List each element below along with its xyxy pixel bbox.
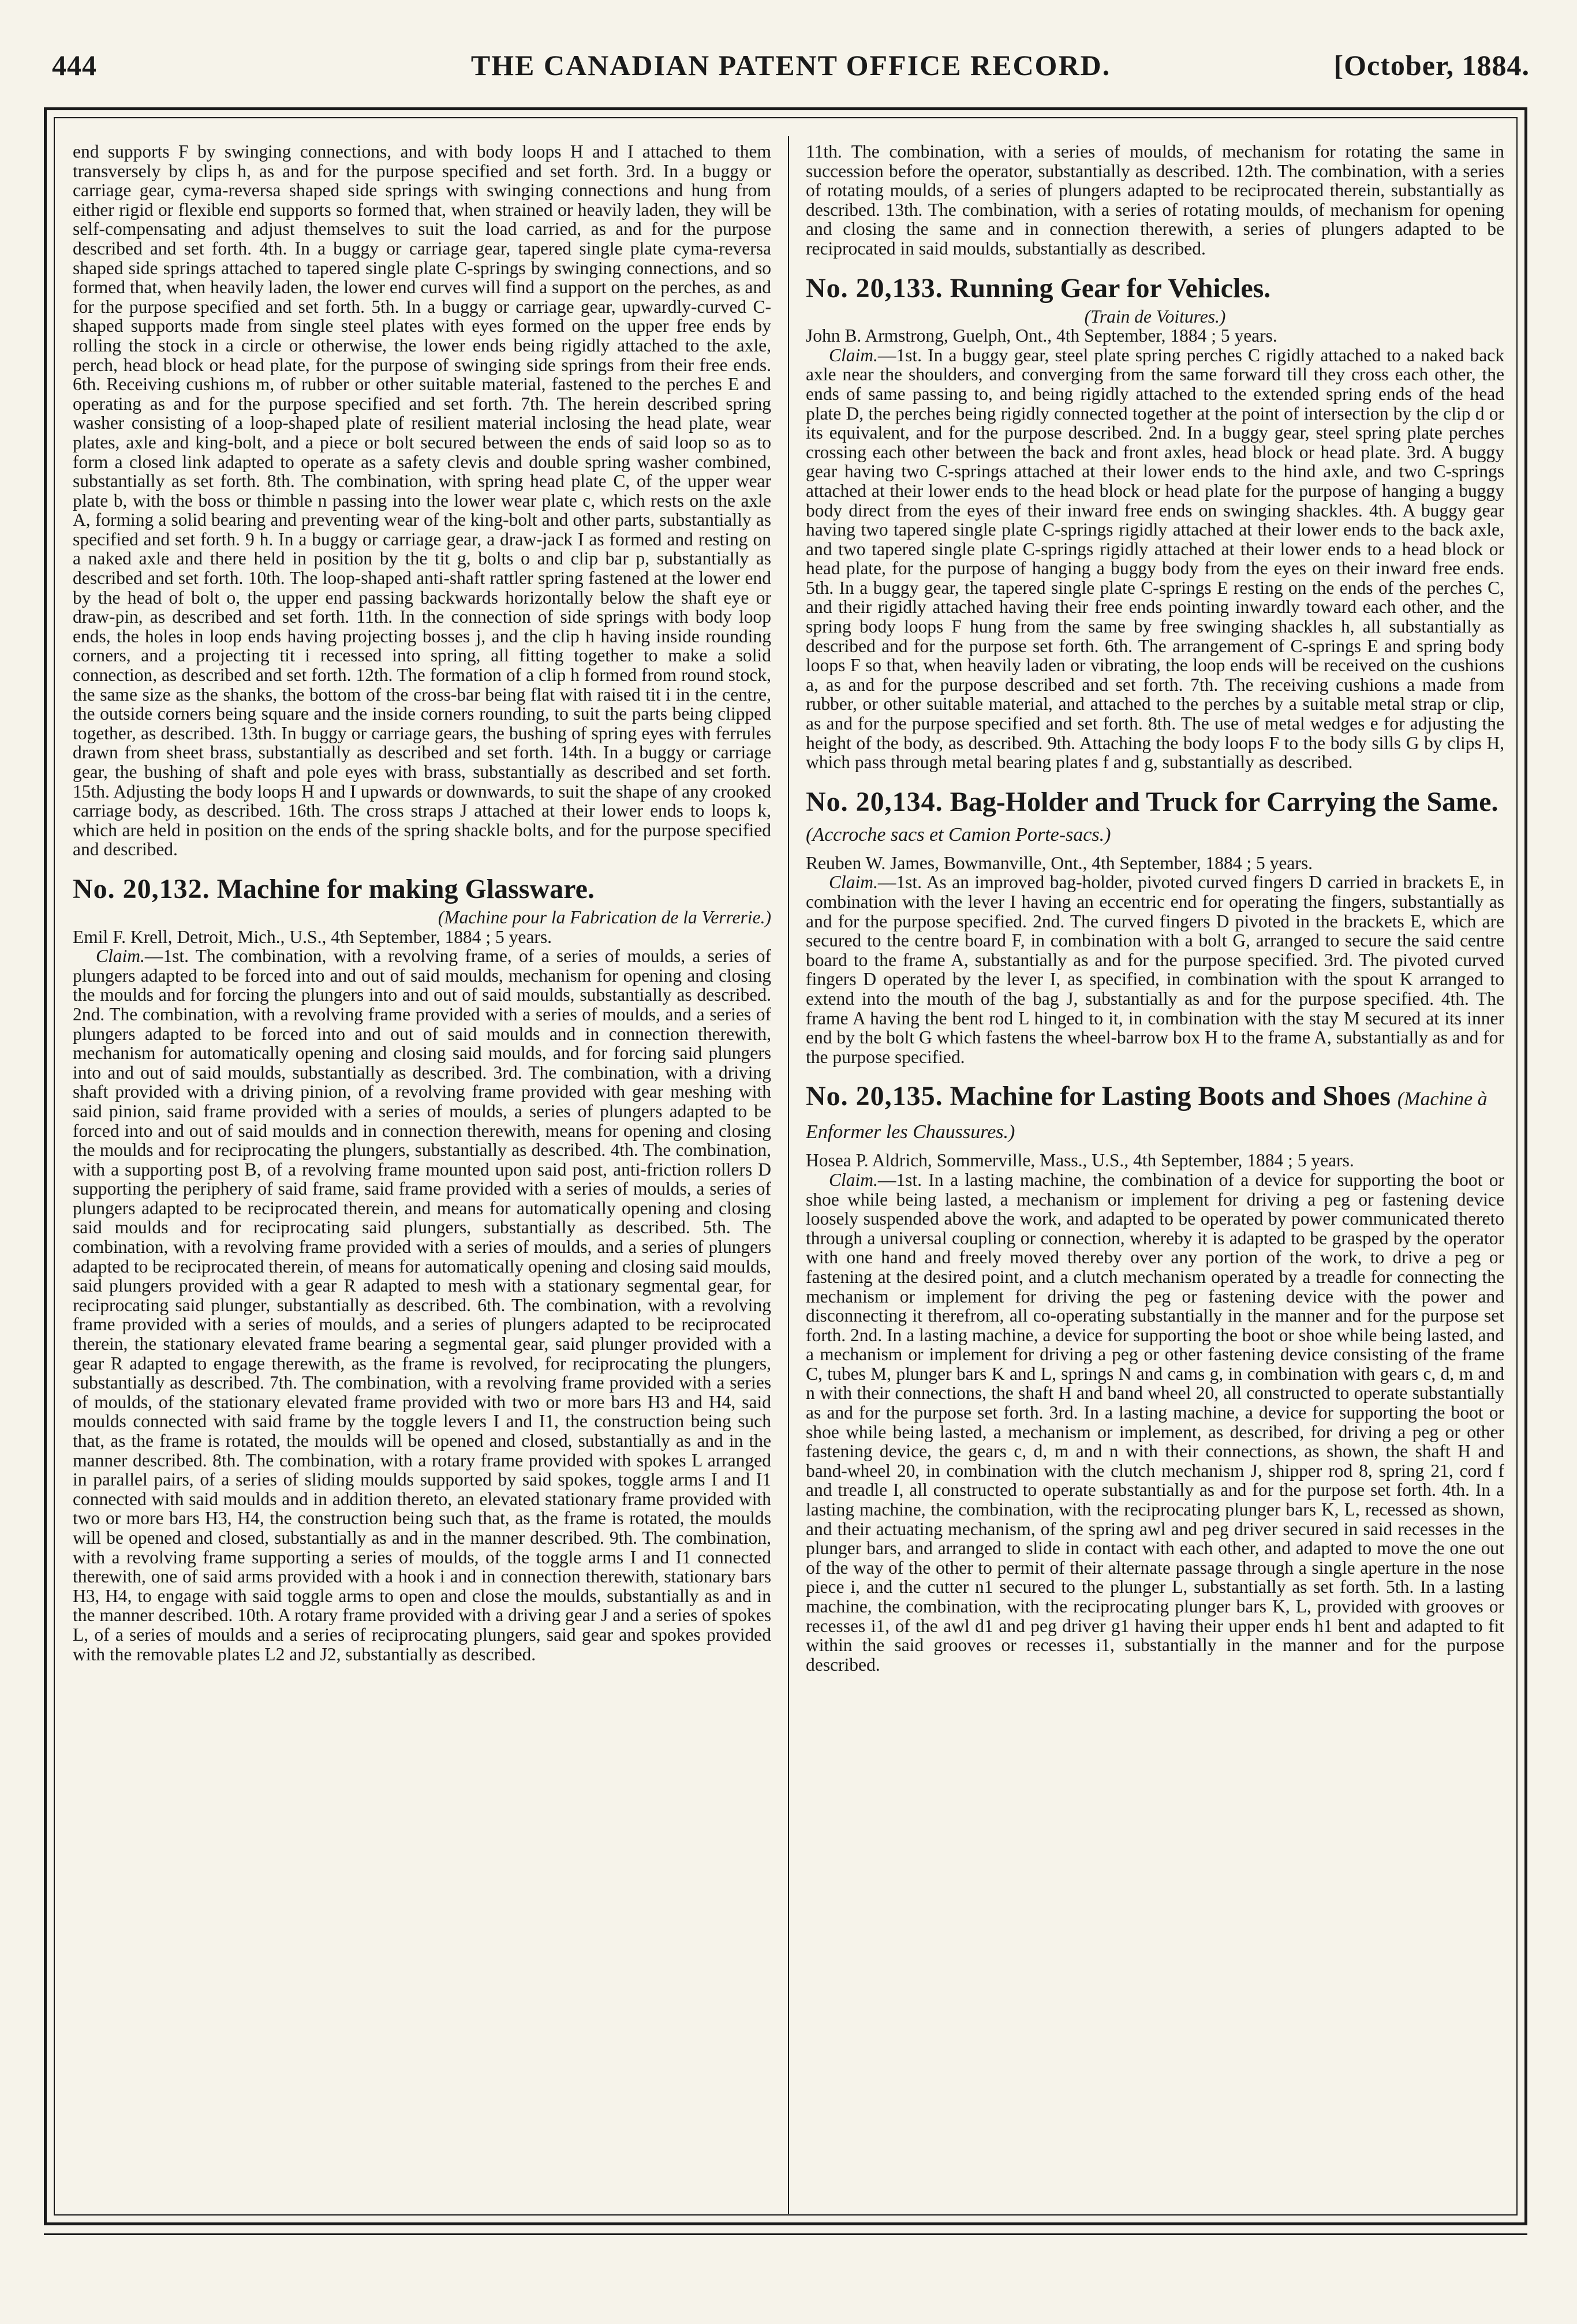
issue-date: [October, 1884. [1333, 49, 1530, 81]
patent-title: Machine for making Glassware. [216, 873, 595, 904]
claim-body: —1st. In a buggy gear, steel plate spring perches C rigidly attached to a naked back axle near the shoulders, and converging from the same forward till they cross each other, the ends of same passing to, and being rigidly attached to the extended spring ends of the head plate D, the perches being rigidly connected together at the point of intersection by the clip d or its equivalent, and for the purpose described. 2nd. In a buggy gear, steel spring plate perches crossing each other between the back and front axles, head block or head plate. 3rd. A buggy gear having two C-springs attached at their lower ends to the hind axle, and two C-springs attached at their lower ends to the head block or head plate for the purpose of hanging a buggy body direct from the eyes of their inward free ends on swinging shackles. 4th. A buggy gear having two tapered single plate C-springs rigidly attached at their lower ends to the back axle, and two tapered single plate C-springs rigidly attached at their lower ends to a head block or head plate, for the purpose of hanging a buggy body from the eyes on their inward free ends. 5th. In a buggy gear, the tapered single plate C-springs E resting on the ends of the perches C, and their rigidly attached having their free ends pointing inwardly toward each other, and the spring body loops F hung from the same by free swinging shackles h, all substantially as described and for the purpose set forth. 6th. The arrangement of C-springs E and spring body loops F so that, when heavily laden or vibrating, the loop ends will be received on the cushions a, as and for the purpose described and set forth. 7th. The receiving cushions a made from rubber, or other suitable material, and attached to the perches by a suitable metal strap or clip, as and for the purpose specified and set forth. 8th. The use of metal wedges e for adjusting the height of the body, as described. 9th. Attaching the body loops F to the body sills G by clips H, which pass through metal bearing plates f and g, substantially as described. [806, 345, 1504, 773]
claim-body: —1st. As an improved bag-holder, pivoted curved fingers D carried in brackets E, in combination with the lever I having an eccentric end for operating the fingers, substantially as and for the purpose specified. 2nd. The curved fingers D pivoted in the brackets E, which are secured to the centre board F, in combination with a bolt G, arranged to secure the said centre board to the frame A, substantially as and for the purpose specified. 3rd. The pivoted curved fingers D operated by the lever I, as specified, in combination with the spout K arranged to extend into the mouth of the bag J, substantially as and for the purpose specified. 4th. The frame A having the bent rod L hinged to it, in combination with the stay M secured at its inner end by the bolt G which fastens the wheel-barrow box H to the frame A, substantially as and for the purpose specified. [806, 872, 1504, 1067]
claim-label: Claim. [829, 872, 878, 893]
patent-title: Bag-Holder and Truck for Carrying the Same. [950, 786, 1498, 817]
patent-entry-20135 [806, 1081, 1504, 1674]
patent-entry-20132 [73, 874, 771, 1664]
entry-heading [806, 274, 1504, 304]
page-number: 444 [52, 49, 97, 81]
inventor-line: Reuben W. James, Bowmanville, Ont., 4th September, 1884 ; 5 years. [806, 852, 1313, 873]
inventor-line: John B. Armstrong, Guelph, Ont., 4th September, 1884 ; 5 years. [806, 325, 1277, 346]
claims-paragraph [806, 873, 1504, 1066]
continued-claims: 11th. The combination, with a series of moulds, of mechanism for rotating the same in succession before the operator, substantially as described. 12th. The combination, with a series of rotating moulds, of a series of plungers adapted to be reciprocated therein, substantially as described. 13th. The combination, with a series of rotating moulds, of mechanism for opening and closing the same and in connection therewith, a series of plungers adapted to be reciprocated in said moulds, substantially as described. [806, 142, 1504, 259]
claim-label: Claim. [96, 946, 145, 967]
patent-entry-20133 [806, 274, 1504, 772]
claims-paragraph [73, 946, 771, 1664]
entry-heading [806, 1081, 1504, 1147]
continued-claims: end supports F by swinging connections, and with body loops H and I attached to them transversely by clips h, as and for the purpose specified and set forth. 3rd. In a buggy or carriage gear, cyma-reversa shaped side springs with swinging connections and hung from either rigid or flexible end supports so formed that, when strained or heavily laden, they will be self-compensating and adjust themselves to suit the load carried, as and for the purpose described and set forth. 4th. In a buggy or carriage gear, tapered single plate cyma-reversa shaped side springs attached to tapered single plate C-springs by swinging connections, and so formed that, when heavily laden, the lower end curves will find a support on the perches, as and for the purpose specified and set forth. 5th. In a buggy or carriage gear, upwardly-curved C-shaped supports made from single steel plates with eyes formed on the upper free ends by rolling the stock in a circle or otherwise, the lower ends being rigidly attached to the axle, perch, head block or head plate, for the purpose of swinging side springs from their free ends. 6th. Receiving cushions m, of rubber or other suitable material, fastened to the perches E and operating as and for the purpose specified and set forth. 7th. The herein described spring washer consisting of a loop-shaped plate of resilient material inclosing the head plate, wear plates, axle and king-bolt, and a piece or bolt secured between the ends of said loop so as to form a closed link adapted to operate as a safety clevis and double spring washer combined, substantially as set forth. 8th. The combination, with spring head plate C, of the upper wear plate b, with the boss or thimble n passing into the lower wear plate c, which rests on the axle A, forming a solid bearing and preventing wear of the king-bolt and other parts, substantially as specified and set forth. 9 h. In a buggy or carriage gear, a draw-jack I as formed and resting on a naked axle and there held in position by the tit g, bolts o and clip bar p, substantially as described and set forth. 10th. The loop-shaped anti-shaft rattler spring fastened at the lower end by the head of bolt o, the upper end passing backwards horizontally below the shaft eye or draw-pin, as described and set forth. 11th. In the connection of side springs with body loop ends, the holes in loop ends having projecting bosses j, and the clip h having inside rounding corners, and a projecting tit i recessed into spring, all fitting together to make a solid connection, as described and set forth. 12th. The formation of a clip h formed from round stock, the same size as the shanks, the bottom of the cross-bar being flat with raised tit i in the centre, the outside corners being square and the inside corners rounding, to suit the parts being clipped together, as described. 13th. In buggy or carriage gears, the bushing of spring eyes with ferrules drawn from sheet brass, substantially as described and set forth. 14th. In a buggy or carriage gear, the bushing of shaft and pole eyes with brass, substantially as described and set forth. 15th. Adjusting the body loops H and I upwards or downwards, to suit the shape of any crooked carriage body, as described. 16th. The cross straps J attached at their lower ends to loops k, which are held in position on the ends of the spring shackle bolts, and for the purpose specified and described. [73, 142, 771, 860]
patent-title: Running Gear for Vehicles. [950, 272, 1271, 304]
french-title: (Machine pour la Fabrication de la Verrerie.) [438, 907, 771, 927]
right-column [806, 142, 1504, 2208]
claim-label: Claim. [829, 345, 878, 365]
patent-entry-20134 [806, 787, 1504, 1067]
publication-title: THE CANADIAN PATENT OFFICE RECORD. [470, 49, 1111, 81]
claims-paragraph [806, 346, 1504, 772]
patent-number: No. 20,133. [806, 272, 943, 304]
french-title: (Accroche sacs et Camion Porte-sacs.) [806, 824, 1111, 845]
claims-paragraph [806, 1170, 1504, 1674]
patent-number: No. 20,134. [806, 786, 943, 817]
french-title: (Machine à Enformer les Chaussures.) [806, 1088, 1488, 1143]
entry-heading [806, 787, 1504, 850]
inventor-line: Hosea P. Aldrich, Sommerville, Mass., U.S., 4th September, 1884 ; 5 years. [806, 1150, 1354, 1171]
patent-number: No. 20,135. [806, 1081, 943, 1112]
entry-heading [73, 874, 771, 904]
column-divider [788, 136, 789, 2214]
bottom-rule [44, 2233, 1527, 2235]
patent-title: Machine for Lasting Boots and Shoes [950, 1081, 1391, 1112]
claim-body: —1st. The combination, with a revolving frame, of a series of moulds, a series of plungers adapted to be forced into and out of said moulds, mechanism for opening and closing the moulds and for forcing the plungers into and out of said moulds, substantially as described. 2nd. The combination, with a revolving frame provided with a series of moulds, and a series of plungers adapted to be forced into and out of said moulds and in connection therewith, mechanism for automatically opening and closing said moulds, and for forcing said plungers into and out of said moulds, substantially as described. 3rd. The combination, with a driving shaft provided with a driving pinion, of a revolving frame provided with gear meshing with said pinion, said frame provided with a series of moulds, a series of plungers adapted to be forced into and out of said moulds and in connection therewith, means for opening and closing the moulds and for reciprocating the plungers, substantially as described. 4th. The combination, with a supporting post B, of a revolving frame mounted upon said post, anti-friction rollers D supporting the periphery of said frame, said frame provided with a series of moulds, a series of plungers adapted to be reciprocated therein, and means for automatically opening and closing said moulds and for reciprocating said plungers, substantially as described. 5th. The combination, with a revolving frame provided with a series of moulds, and a series of plungers adapted to be reciprocated therein, of means for automatically opening and closing said moulds, said plungers provided with a gear R adapted to mesh with a stationary segmental gear, for reciprocating said plunger, substantially as described. 6th. The combination, with a revolving frame provided with a series of moulds, and a series of plungers adapted to be reciprocated therein, the stationary elevated frame bearing a segmental gear, said plunger provided with a gear R adapted to engage therewith, as the frame is revolved, for reciprocating the plungers, substantially as described. 7th. The combination, with a revolving frame provided with a series of moulds, of the stationary elevated frame provided with two or more bars H3 and H4, said moulds connected with said frame by the toggle levers I and I1, the construction being such that, as the frame is rotated, the moulds will be opened and closed, substantially as and in the manner described. 8th. The combination, with a rotary frame provided with spokes L arranged in parallel pairs, of a series of sliding moulds supported by said spokes, toggle arms I and I1 connected with said moulds and in addition thereto, an elevated stationary frame provided with two or more bars H3, H4, the construction being such that, as the frame is rotated, the moulds will be opened and closed, substantially as and in the manner described. 9th. The combination, with a revolving frame supporting a series of moulds, of the toggle arms I and I1 connected therewith, one of said arms provided with a hook i and in connection therewith, stationary bars H3, H4, to engage with said toggle arms to open and close the moulds, substantially as and in the manner described. 10th. A rotary frame provided with a driving gear J and a series of spokes L, of a series of moulds and a series of reciprocating plungers, said gear and spokes provided with the removable plates L2 and J2, substantially as described. [73, 946, 771, 1664]
claim-label: Claim. [829, 1169, 878, 1190]
french-title: (Train de Voitures.) [1084, 306, 1226, 327]
inventor-line: Emil F. Krell, Detroit, Mich., U.S., 4th September, 1884 ; 5 years. [73, 926, 552, 947]
claim-body: —1st. In a lasting machine, the combination of a device for supporting the boot or shoe while being lasted, a mechanism or implement for driving a peg or fastening device loosely suspended above the work, and adapted to be operated by power communicated thereto through a universal coupling or connection, whereby it is adapted to be grasped by the operator with one hand and freely moved thereby over any portion of the work, to drive a peg or fastening at the desired point, and a clutch mechanism operated by a treadle for connecting the mechanism or implement for driving the peg or fastening device with the power and disconnecting it therefrom, all co-operating substantially in the manner and for the purpose set forth. 2nd. In a lasting machine, a device for supporting the boot or shoe while being lasted, and a mechanism or implement for driving a peg or other fastening device consisting of the frame C, tubes M, plunger bars K and L, springs N and cams g, in combination with gears c, d, m and n with their connections, the shaft H and band wheel 20, all constructed to operate substantially as and for the purpose set forth. 3rd. In a lasting machine, a device for supporting the boot or shoe while being lasted, a mechanism or implement, as described, for driving a peg or other fastening device, the gears c, d, m and n with their connections, as shown, the shaft H and band-wheel 20, in combination with the clutch mechanism J, shipper rod 8, spring 21, cord f and treadle I, all constructed to operate substantially as and for the purpose set forth. 4th. In a lasting machine, the combination, with the reciprocating plunger bars K, L, recessed as shown, and their actuating mechanism, of the spring awl and peg driver secured in said recesses in the plunger bars, and arranged to slide in contact with each other, and adapted to move the one out of the way of the other to permit of their alternate passage through a single aperture in the nose piece i, and the cutter n1 secured to the plunger L, substantially as set forth. 5th. In a lasting machine, the combination, with the reciprocating plunger bars K, L, provided with grooves or recesses i1, of the awl d1 and peg driver g1 having their upper ends h1 bent and adapted to fit within the said grooves or recesses i1, substantially in the manner and for the purpose described. [806, 1169, 1504, 1675]
left-column [73, 142, 771, 2208]
running-head [52, 48, 1530, 100]
patent-number: No. 20,132. [73, 873, 210, 904]
